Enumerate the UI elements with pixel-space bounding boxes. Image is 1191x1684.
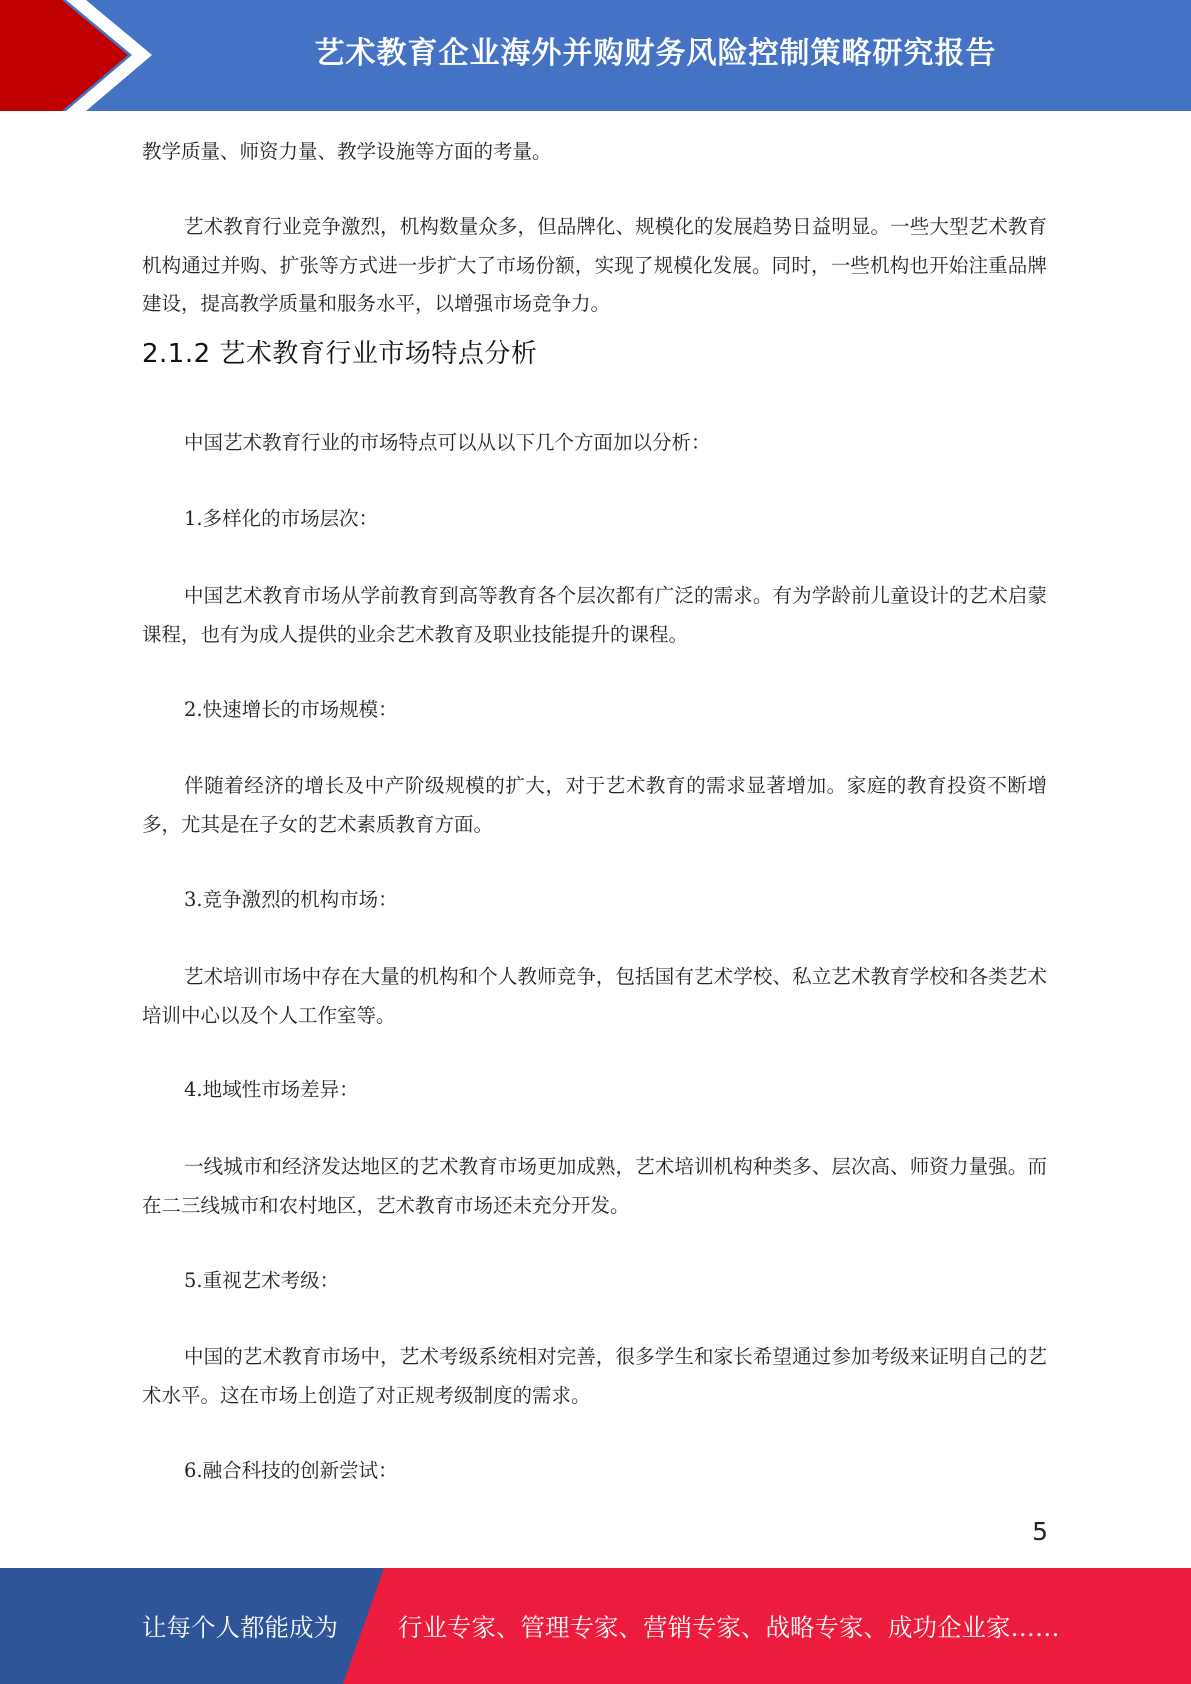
item-heading-1: 1.多样化的市场层次：	[184, 507, 379, 530]
footer-slogan-left: 让每个人都能成为	[142, 1612, 338, 1642]
paragraph-lead: 中国艺术教育行业的市场特点可以从以下几个方面加以分析：	[184, 431, 711, 454]
page-footer	[0, 1568, 1191, 1684]
page-header	[0, 0, 1191, 111]
item-text-2: 伴随着经济的增长及中产阶级规模的扩大，对于艺术教育的需求显著增加。家庭的教育投资不断增多，尤其是在子女的艺术素质教育方面。	[142, 774, 1047, 836]
item-heading-4: 4.地域性市场差异：	[184, 1078, 359, 1101]
header-title: 艺术教育企业海外并购财务风险控制策略研究报告	[314, 36, 997, 71]
item-heading-3: 3.竞争激烈的机构市场：	[184, 888, 398, 911]
item-text-1: 中国艺术教育市场从学前教育到高等教育各个层次都有广泛的需求。有为学龄前儿童设计的艺术启蒙课程，也有为成人提供的业余艺术教育及职业技能提升的课程。	[142, 584, 1047, 646]
footer-slogan-right: 行业专家、管理专家、营销专家、战略专家、成功企业家……	[398, 1612, 1060, 1642]
paragraph-intro: 教学质量、师资力量、教学设施等方面的考量。	[142, 140, 552, 163]
item-heading-5: 5.重视艺术考级：	[184, 1269, 340, 1292]
page-number: 5	[1032, 1517, 1048, 1546]
item-heading-2: 2.快速增长的市场规模：	[184, 698, 398, 721]
item-text-5: 中国的艺术教育市场中，艺术考级系统相对完善，很多学生和家长希望通过参加考级来证明自己的艺术水平。这在市场上创造了对正规考级制度的需求。	[142, 1345, 1047, 1407]
item-heading-6: 6.融合科技的创新尝试：	[184, 1459, 398, 1482]
paragraph-competition: 艺术教育行业竞争激烈，机构数量众多，但品牌化、规模化的发展趋势日益明显。一些大型艺术教育机构通过并购、扩张等方式进一步扩大了市场份额，实现了规模化发展。同时，一些机构也开始注重品牌建设，提高教学质量和服务水平，以增强市场竞争力。	[142, 215, 1047, 315]
item-text-3: 艺术培训市场中存在大量的机构和个人教师竞争，包括国有艺术学校、私立艺术教育学校和各类艺术培训中心以及个人工作室等。	[142, 965, 1047, 1027]
item-text-4: 一线城市和经济发达地区的艺术教育市场更加成熟，艺术培训机构种类多、层次高、师资力量强。而在二三线城市和农村地区，艺术教育市场还未充分开发。	[142, 1155, 1047, 1217]
section-heading: 2.1.2 艺术教育行业市场特点分析	[142, 339, 538, 369]
